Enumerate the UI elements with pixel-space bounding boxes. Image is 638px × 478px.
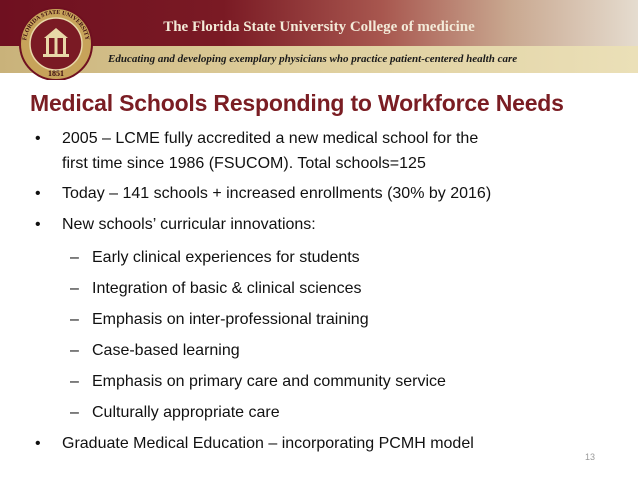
sub-bullet-3: Emphasis on inter-professional training (92, 311, 369, 328)
sub-bullet-6: Culturally appropriate care (92, 404, 280, 421)
seal-year: 1851 (48, 69, 64, 78)
bullet-2: Today – 141 schools + increased enrollments (30% by 2016) (62, 185, 492, 202)
tagline: Educating and developing exemplary physicians who practice patient-centered health care (108, 53, 518, 65)
bullet-dot: • (35, 435, 41, 452)
sub-bullet-dash: – (70, 373, 79, 390)
sub-bullet-1: Early clinical experiences for students (92, 249, 360, 266)
bullet-3: New schools’ curricular innovations: (62, 216, 316, 233)
sub-bullet-dash: – (70, 280, 79, 297)
bullet-dot: • (35, 216, 41, 233)
seal-top-text: FLORIDA STATE UNIVERSITY (22, 9, 90, 41)
sub-bullet-5: Emphasis on primary care and community service (92, 373, 446, 390)
bullet-4: Graduate Medical Education – incorporating PCMH model (62, 435, 474, 452)
sub-bullet-2: Integration of basic & clinical sciences (92, 280, 362, 297)
sub-bullet-dash: – (70, 249, 79, 266)
sub-bullet-dash: – (70, 404, 79, 421)
bullet-dot: • (35, 130, 41, 147)
bullet-1-line-2: first time since 1986 (FSUCOM). Total schools=125 (62, 155, 426, 172)
sub-bullet-4: Case-based learning (92, 342, 240, 359)
bullet-dot: • (35, 185, 41, 202)
slide-number: 13 (585, 452, 596, 462)
sub-bullet-dash: – (70, 311, 79, 328)
university-seal-logo (12, 4, 110, 80)
bullet-1-line-1: 2005 – LCME fully accredited a new medical school for the (62, 130, 479, 147)
sub-bullet-dash: – (70, 342, 79, 359)
institution-title: The Florida State University College of medicine (163, 19, 475, 35)
slide-title: Medical Schools Responding to Workforce Needs (30, 90, 564, 116)
